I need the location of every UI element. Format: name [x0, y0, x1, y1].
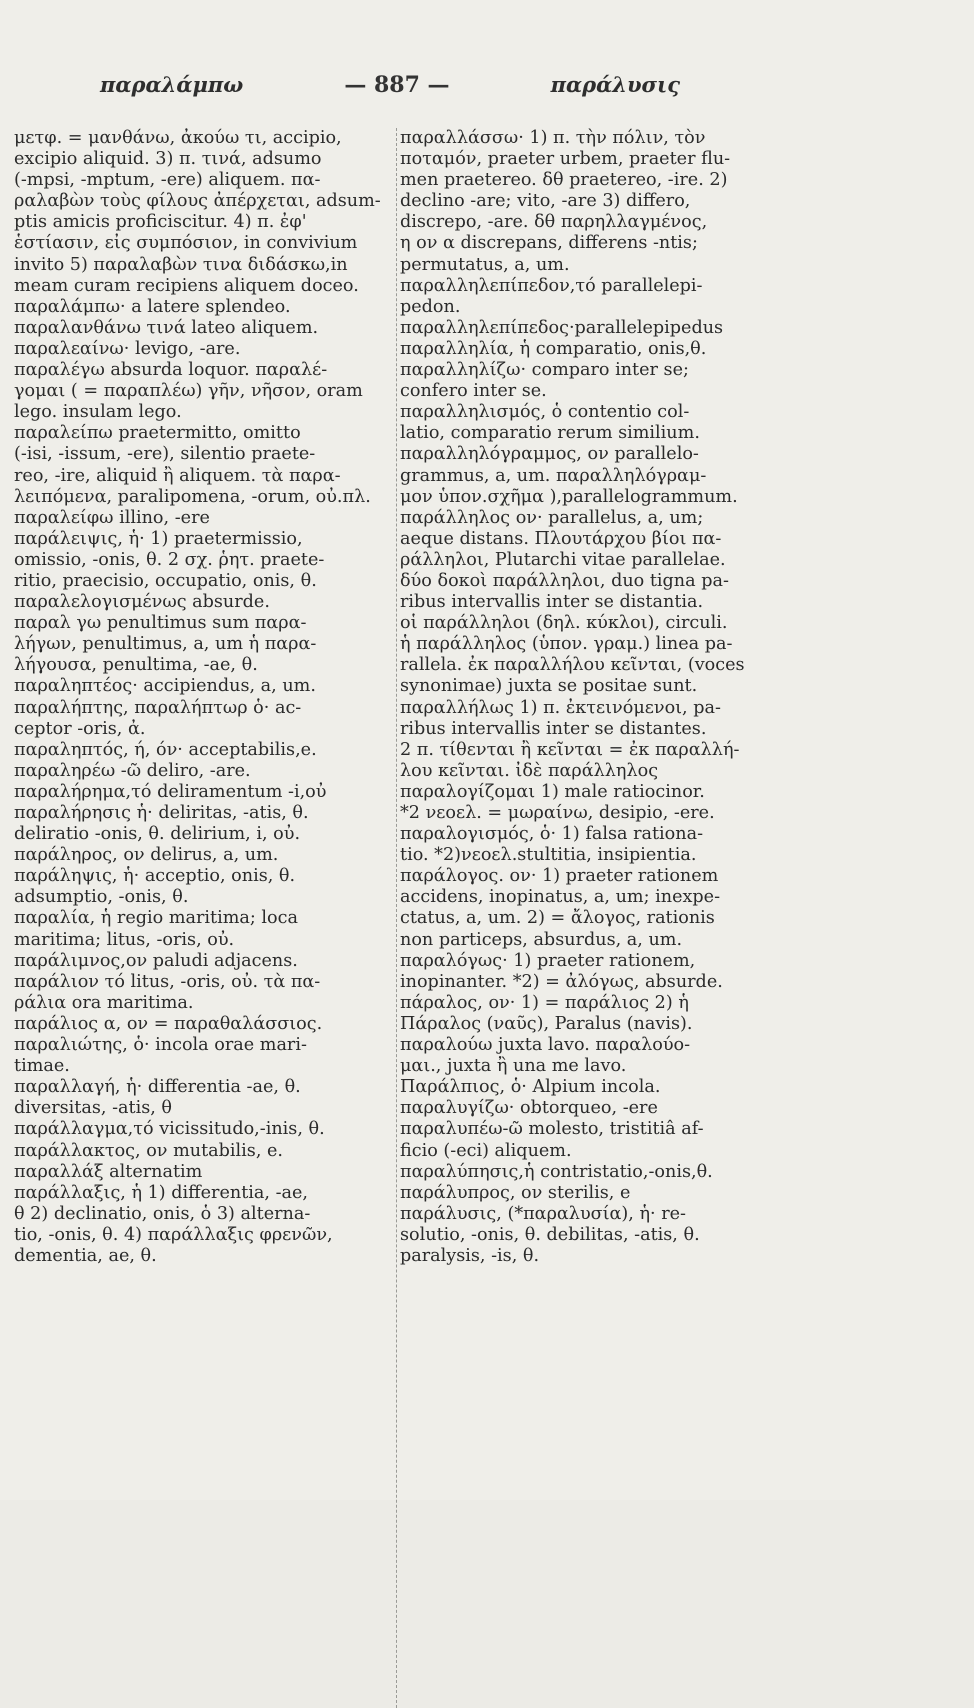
dictionary-line: ficio (-eci) aliquem. — [400, 1140, 572, 1161]
dictionary-line: παράληψις, ἡ· acceptio, onis, θ. — [14, 866, 296, 887]
dictionary-line: declino -are; vito, -are 3) differo, — [400, 191, 691, 212]
dictionary-line: παραλούω juxta lavo. παραλούο- — [400, 1035, 691, 1056]
dictionary-line: παραλείπω praetermitto, omitto — [14, 423, 301, 444]
page-header — [100, 72, 680, 112]
dictionary-line: παραλάμπω· a latere splendeo. — [14, 296, 291, 317]
dictionary-line: μετφ. = μανθάνω, ἀκούω τι, accipio, — [14, 128, 342, 148]
dictionary-line: παραληρέω -ῶ deliro, -are. — [14, 760, 251, 781]
dictionary-line: οἱ παράλληλοι (δηλ. κύκλοι), circuli. — [400, 613, 728, 634]
dictionary-line: μον ὑπον.σχῆμα ),parallelogrammum. — [400, 486, 738, 507]
dictionary-line: παραλία, ἡ regio maritima; loca — [14, 908, 298, 929]
dictionary-line: θ 2) declinatio, onis, ὁ 3) alterna- — [14, 1203, 311, 1224]
dictionary-line: παράλυσις, (*παραλυσία), ἡ· re- — [400, 1203, 686, 1224]
dictionary-line: παράλληλος ον· parallelus, a, um; — [400, 507, 704, 528]
dictionary-line: timae. — [14, 1056, 70, 1077]
dictionary-line: παράλιμνος,ον paludi adjacens. — [14, 950, 298, 971]
dictionary-line: ἑστίασιν, εἰς συμπόσιον, in convivium — [14, 233, 358, 254]
dictionary-line: παραλελογισμένως absurde. — [14, 592, 270, 613]
dictionary-line: παραληπτός, ή, όν· acceptabilis,e. — [14, 739, 317, 760]
dictionary-line: παραλ γω penultimus sum παρα- — [14, 613, 307, 634]
dictionary-line: παράλλαξις, ἡ 1) differentia, -ae, — [14, 1182, 309, 1203]
dictionary-line: παράληρος, ον delirus, a, um. — [14, 845, 279, 866]
dictionary-line: pedon. — [400, 296, 461, 317]
dictionary-line: η ον α discrepans, differens -ntis; — [400, 233, 698, 254]
dictionary-line: παραλογίζομαι 1) male ratiocinor. — [400, 781, 705, 802]
header-left-guideword: παραλάμπω — [100, 72, 244, 97]
dictionary-line: non particeps, absurdus, a, um. — [400, 929, 683, 950]
dictionary-line: γομαι ( = παραπλέω) γῆν, νῆσον, oram — [14, 381, 363, 402]
dictionary-line: tio. *2)νεοελ.stultitia, insipientia. — [400, 845, 697, 866]
dictionary-line: λήγουσα, penultima, -ae, θ. — [14, 655, 258, 676]
dictionary-line: ράλια ora maritima. — [14, 992, 194, 1013]
dictionary-line: reo, -ire, aliquid ἢ aliquem. τὰ παρα- — [14, 465, 341, 486]
dictionary-line: παραλλάξ alternatim — [14, 1161, 203, 1182]
dictionary-line: men praetereo. δθ praetereo, -ire. 2) — [400, 170, 728, 191]
dictionary-line: ptis amicis proficiscitur. 4) π. ἐφ' — [14, 212, 307, 233]
dictionary-line: rallela. ἐκ παραλλήλου κεῖνται, (voces — [400, 655, 745, 676]
dictionary-line: deliratio -onis, θ. delirium, i, οὐ. — [14, 824, 301, 845]
dictionary-line: aeque distans. Πλουτάρχου βίοι πα- — [400, 528, 722, 549]
dictionary-line: 2 π. τίθενται ἢ κεῖνται = ἐκ παραλλή- — [400, 739, 740, 760]
dictionary-line: (-isi, -issum, -ere), silentio praete- — [14, 444, 316, 465]
dictionary-line: λειπόμενα, paralipomena, -orum, οὐ.πλ. — [14, 486, 371, 507]
left-column — [14, 128, 406, 1267]
dictionary-line: ribus intervallis inter se distantes. — [400, 718, 707, 739]
dictionary-line: παραλληλίζω· comparo inter se; — [400, 360, 689, 381]
dictionary-line: maritima; litus, -oris, οὐ. — [14, 929, 235, 950]
dictionary-line: παραλλαγή, ἡ· differentia -ae, θ. — [14, 1077, 301, 1098]
dictionary-line: παραλλάσσω· 1) π. τὴν πόλιν, τὸν — [400, 128, 706, 148]
dictionary-line: παράλιον τό litus, -oris, οὐ. τὰ πα- — [14, 971, 321, 992]
dictionary-line: adsumptio, -onis, θ. — [14, 887, 189, 908]
dictionary-line: inopinanter. *2) = ἀλόγως, absurde. — [400, 971, 723, 992]
dictionary-line: tio, -onis, θ. 4) παράλλαξις φρενῶν, — [14, 1224, 333, 1245]
dictionary-line: παράλογος. ον· 1) praeter rationem — [400, 866, 719, 887]
dictionary-line: μαι., juxta ἢ una me lavo. — [400, 1056, 627, 1077]
dictionary-line: παραλληλεπίπεδον,τό parallelepi- — [400, 275, 703, 296]
dictionary-line: παραλληλία, ἡ comparatio, onis,θ. — [400, 338, 707, 359]
dictionary-line: ράλληλοι, Plutarchi vitae parallelae. — [400, 549, 726, 570]
dictionary-line: λήγων, penultimus, a, um ἡ παρα- — [14, 634, 317, 655]
right-column — [400, 128, 785, 1267]
dictionary-line: ctatus, a, um. 2) = ἄλογος, rationis — [400, 908, 715, 929]
dictionary-line: πάραλος, ον· 1) = παράλιος 2) ἡ — [400, 992, 689, 1013]
dictionary-line: ritio, praecisio, occupatio, onis, θ. — [14, 570, 317, 591]
dictionary-line: παραλληλισμός, ὁ contentio col- — [400, 402, 690, 423]
dictionary-line: synonimae) juxta se positae sunt. — [400, 676, 698, 697]
dictionary-line: dementia, ae, θ. — [14, 1245, 157, 1266]
dictionary-line: solutio, -onis, θ. debilitas, -atis, θ. — [400, 1224, 700, 1245]
dictionary-line: παραλείφω illino, -ere — [14, 507, 210, 528]
dictionary-line: ceptor -oris, ἀ. — [14, 718, 146, 739]
dictionary-line: παραλεαίνω· levigo, -are. — [14, 338, 241, 359]
dictionary-line: invito 5) παραλαβὼν τινα διδάσκω,in — [14, 254, 348, 275]
dictionary-line: permutatus, a, um. — [400, 254, 570, 275]
dictionary-line: παραλέγω absurda loquor. παραλέ- — [14, 360, 328, 381]
dictionary-line: παραλογισμός, ὁ· 1) falsa rationa- — [400, 824, 704, 845]
dictionary-line: παραλήρησις ἡ· deliritas, -atis, θ. — [14, 803, 309, 823]
dictionary-line: ribus intervallis inter se distantia. — [400, 592, 704, 613]
dictionary-line: λου κεῖνται. ἰδὲ παράλληλος — [400, 760, 659, 781]
page-number: — 887 — — [344, 72, 450, 98]
dictionary-line: παραλόγως· 1) praeter rationem, — [400, 950, 696, 971]
dictionary-line: παραλλήλως 1) π. ἐκτεινόμενοι, pa- — [400, 697, 721, 718]
dictionary-line: lego. insulam lego. — [14, 402, 182, 423]
dictionary-line: παράλιος α, ον = παραθαλάσσιος. — [14, 1013, 323, 1034]
dictionary-line: paralysis, -is, θ. — [400, 1245, 540, 1266]
dictionary-line: παράλειψις, ἡ· 1) praetermissio, — [14, 528, 303, 549]
dictionary-line: παραλυγίζω· obtorqueo, -ere — [400, 1098, 658, 1119]
dictionary-line: (-mpsi, -mptum, -ere) aliquem. πα- — [14, 170, 321, 191]
dictionary-line: παράλλακτος, ον mutabilis, e. — [14, 1140, 284, 1161]
dictionary-line: ραλαβὼν τοὺς φίλους ἀπέρχεται, adsum- — [14, 191, 381, 212]
dictionary-line: confero inter se. — [400, 381, 547, 402]
dictionary-line: omissio, -onis, θ. 2 σχ. ῥητ. praete- — [14, 549, 325, 570]
dictionary-line: latio, comparatio rerum similium. — [400, 423, 700, 444]
dictionary-line: diversitas, -atis, θ — [14, 1098, 173, 1119]
dictionary-line: Παράλπιος, ὁ· Alpium incola. — [400, 1077, 661, 1098]
dictionary-line: παραλήπτης, παραλήπτωρ ὁ· ac- — [14, 697, 302, 718]
dictionary-line: παραληπτέος· accipiendus, a, um. — [14, 676, 316, 697]
dictionary-line: ποταμόν, praeter urbem, praeter flu- — [400, 149, 731, 170]
dictionary-line: Πάραλος (ναῦς), Paralus (navis). — [400, 1013, 693, 1034]
header-right-guideword: παράλυσις — [550, 72, 680, 97]
dictionary-line: παραλληλεπίπεδος·parallelepipedus — [400, 317, 724, 338]
dictionary-line: δύο δοκοὶ παράλληλοι, duo tigna pa- — [400, 570, 729, 591]
dictionary-line: excipio aliquid. 3) π. τινά, adsumo — [14, 149, 322, 170]
dictionary-line: ἡ παράλληλος (ὑπον. γραμ.) linea pa- — [400, 634, 733, 655]
dictionary-line: παραλανθάνω τινά lateo aliquem. — [14, 317, 319, 338]
dictionary-line: παραλυπέω-ῶ molesto, tristitiâ af- — [400, 1119, 704, 1140]
dictionary-line: παραλιώτης, ὁ· incola orae mari- — [14, 1035, 307, 1056]
dictionary-line: παραλήρημα,τό deliramentum -i,οὐ — [14, 781, 327, 802]
dictionary-line: grammus, a, um. παραλληλόγραμ- — [400, 465, 707, 486]
dictionary-line: παράλλαγμα,τό vicissitudo,-inis, θ. — [14, 1119, 325, 1140]
dictionary-line: discrepo, -are. δθ παρηλλαγμένος, — [400, 212, 708, 233]
dictionary-line: meam curam recipiens aliquem doceo. — [14, 275, 359, 296]
dictionary-line: παραλύπησις,ἡ contristatio,-onis,θ. — [400, 1161, 713, 1182]
dictionary-line: *2 νεοελ. = μωραίνω, desipio, -ere. — [400, 803, 715, 823]
dictionary-line: παραλληλόγραμμος, ον parallelo- — [400, 444, 699, 465]
dictionary-line: παράλυπρος, ον sterilis, e — [400, 1182, 631, 1203]
dictionary-line: accidens, inopinatus, a, um; inexpe- — [400, 887, 721, 908]
